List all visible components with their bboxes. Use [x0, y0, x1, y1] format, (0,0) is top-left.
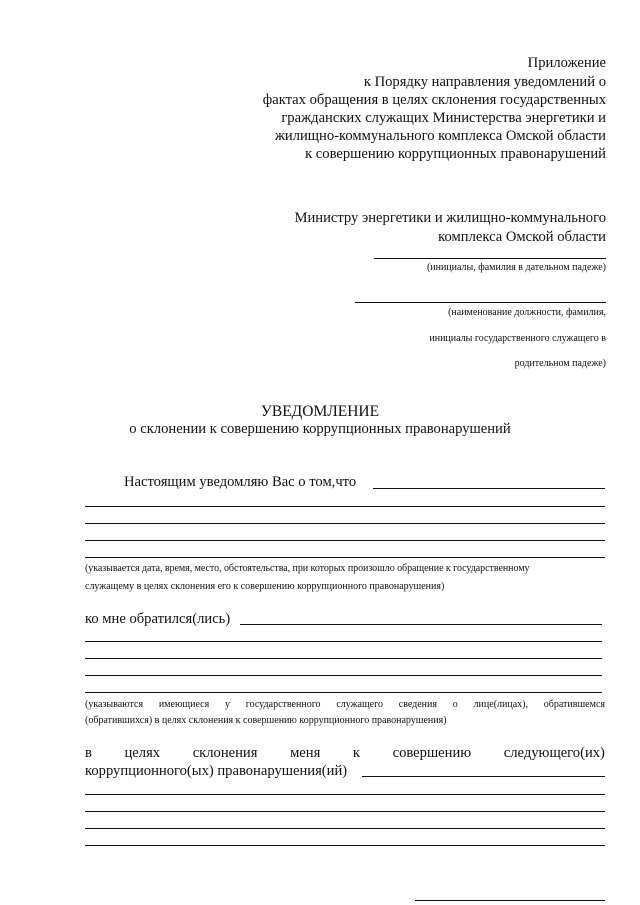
addressee-line: Министру энергетики и жилищно-коммунального — [294, 210, 606, 226]
section3-word: следующего(их) — [503, 745, 605, 761]
section3-word: целях — [124, 745, 161, 761]
fill-line[interactable] — [85, 811, 605, 812]
fill-line[interactable] — [85, 828, 605, 829]
section3-word: к — [352, 745, 360, 761]
section3-first-line — [85, 745, 605, 762]
section2-note — [85, 699, 605, 711]
fill-line[interactable] — [85, 845, 605, 846]
position-blank-line[interactable] — [355, 302, 606, 303]
fill-line[interactable] — [373, 488, 605, 489]
fill-line[interactable] — [85, 658, 602, 659]
fill-line[interactable] — [85, 523, 605, 524]
appendix-line: к совершению коррупционных правонарушений — [305, 146, 606, 162]
name-blank-line[interactable] — [374, 258, 606, 259]
name-hint: (инициалы, фамилия в дательном падеже) — [426, 262, 606, 273]
section3-word: совершению — [392, 745, 472, 761]
section1-note: служащему в целях склонения его к совершению коррупционного правонарушения) — [85, 581, 445, 592]
section3-word: склонения — [192, 745, 258, 761]
fill-line[interactable] — [85, 506, 605, 507]
appendix-line: к Порядку направления уведомлений о — [363, 74, 606, 90]
section2-lead: ко мне обратился(лись) — [85, 611, 231, 627]
section3-word: меня — [290, 745, 321, 761]
fill-line[interactable] — [85, 692, 602, 693]
fill-line[interactable] — [85, 675, 602, 676]
section2-note: (обратившихся) в целях склонения к совершению коррупционного правонарушения) — [85, 715, 447, 726]
appendix-line: гражданских служащих Министерства энергетики и — [281, 110, 606, 126]
position-hint: (наименование должности, фамилия, — [448, 307, 606, 318]
fill-line[interactable] — [85, 540, 605, 541]
appendix-title: Приложение — [527, 55, 606, 71]
addressee-line: комплекса Омской области — [438, 229, 606, 245]
position-hint: инициалы государственного служащего в — [429, 333, 606, 344]
fill-line[interactable] — [85, 557, 605, 558]
section2-note-text: (указываются имеющиеся у государственного служащего сведения о лице(лицах), обратившемся — [85, 699, 605, 710]
fill-line[interactable] — [362, 776, 605, 777]
appendix-line: жилищно-коммунального комплекса Омской области — [274, 128, 606, 144]
section3-word: в — [85, 745, 92, 761]
signature-line[interactable] — [415, 900, 605, 901]
fill-line[interactable] — [85, 794, 605, 795]
section1-lead: Настоящим уведомляю Вас о том,что — [124, 474, 357, 490]
section1-note: (указывается дата, время, место, обстоятельства, при которых произошло обращение к государственному — [85, 563, 530, 574]
notice-title: УВЕДОМЛЕНИЕ — [260, 403, 380, 420]
appendix-line: фактах обращения в целях склонения государственных — [262, 92, 606, 108]
fill-line[interactable] — [85, 641, 602, 642]
fill-line[interactable] — [240, 624, 602, 625]
position-hint: родительном падеже) — [514, 358, 606, 369]
notice-subtitle: о склонении к совершению коррупционных правонарушений — [129, 421, 511, 437]
section3-second-line: коррупционного(ых) правонарушения(ий) — [85, 763, 348, 779]
